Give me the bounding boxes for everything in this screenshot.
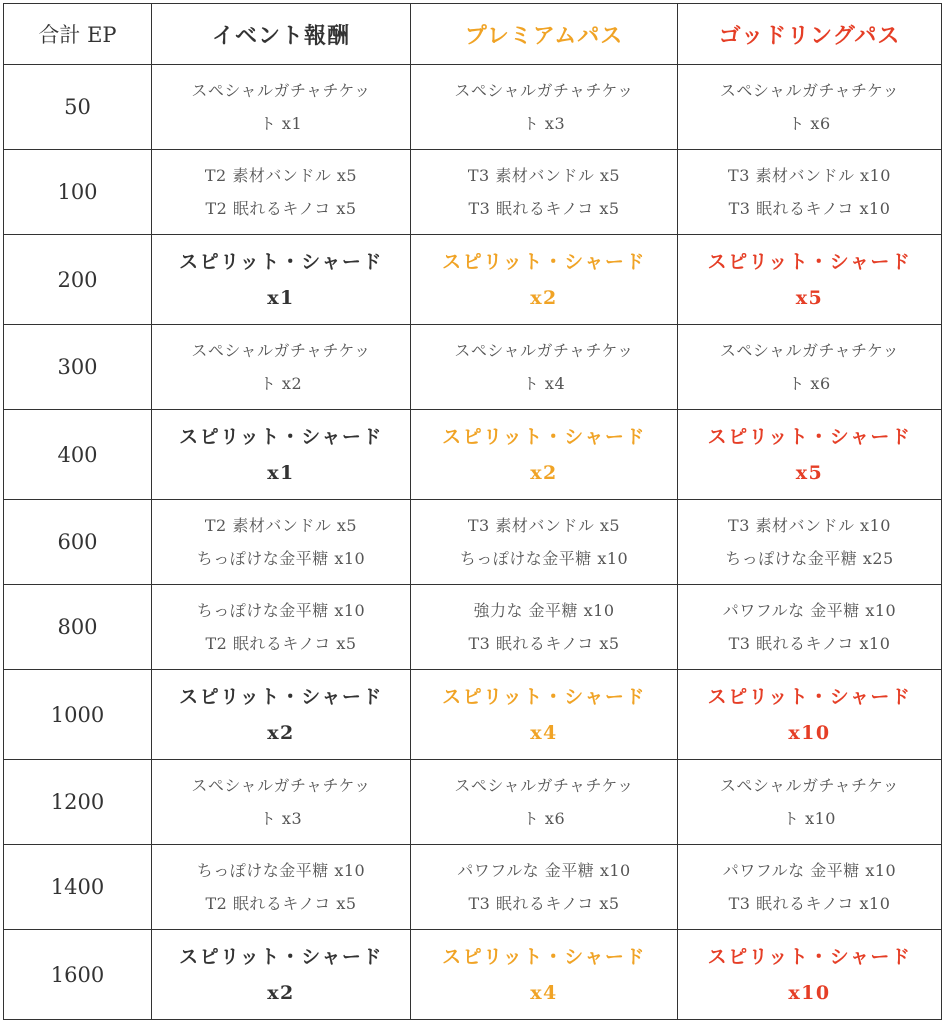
reward-line: ちっぽけな金平糖 x10 xyxy=(196,549,366,568)
reward-line: パワフルな 金平糖 x10 xyxy=(722,861,897,880)
godring-pass-cell xyxy=(678,235,942,325)
reward-line: スペシャルガチャチケッ xyxy=(191,81,371,100)
godring-pass-cell xyxy=(678,845,942,930)
table-row xyxy=(4,585,942,670)
table-body xyxy=(4,65,942,1020)
reward-line: ト x4 xyxy=(522,374,566,393)
reward-line: ちっぽけな金平糖 x25 xyxy=(725,549,894,568)
reward-line: パワフルな 金平糖 x10 xyxy=(722,601,897,620)
reward-line: T3 眠れるキノコ x10 xyxy=(728,634,891,653)
reward-line: ト x2 xyxy=(259,374,303,393)
rewards-table xyxy=(3,3,942,1020)
reward-line: x10 xyxy=(788,981,831,1004)
reward-line: x2 xyxy=(530,286,558,309)
table-row xyxy=(4,500,942,585)
reward-line: ちっぽけな金平糖 x10 xyxy=(196,861,366,880)
table-row xyxy=(4,325,942,410)
table-row xyxy=(4,235,942,325)
ep-value: 200 xyxy=(4,235,152,325)
reward-line: ト x6 xyxy=(788,374,831,393)
reward-line: x4 xyxy=(530,981,558,1004)
ep-value: 600 xyxy=(4,500,152,585)
reward-line: T3 眠れるキノコ x5 xyxy=(468,634,620,653)
premium-pass-cell xyxy=(411,930,678,1020)
table-row xyxy=(4,65,942,150)
reward-line: スペシャルガチャチケッ xyxy=(454,776,634,795)
reward-line: ちっぽけな金平糖 x10 xyxy=(459,549,629,568)
reward-line: 強力な 金平糖 x10 xyxy=(473,601,615,620)
reward-line: T2 素材バンドル x5 xyxy=(204,166,358,185)
premium-pass-cell xyxy=(411,150,678,235)
reward-line: ト x3 xyxy=(259,809,303,828)
reward-line: ト x1 xyxy=(259,114,303,133)
reward-line: スペシャルガチャチケッ xyxy=(719,81,900,100)
premium-pass-cell xyxy=(411,670,678,760)
premium-pass-cell xyxy=(411,235,678,325)
reward-line: スピリット・シャード xyxy=(707,250,912,273)
reward-line: T3 眠れるキノコ x5 xyxy=(468,894,620,913)
table-row xyxy=(4,410,942,500)
table-row xyxy=(4,930,942,1020)
table-row xyxy=(4,150,942,235)
ep-value: 1000 xyxy=(4,670,152,760)
ep-value: 1600 xyxy=(4,930,152,1020)
event-reward-cell xyxy=(152,760,411,845)
reward-line: スペシャルガチャチケッ xyxy=(454,341,634,360)
header-event-reward: イベント報酬 xyxy=(152,4,411,65)
reward-line: ちっぽけな金平糖 x10 xyxy=(196,601,366,620)
reward-line: ト x3 xyxy=(522,114,566,133)
premium-pass-cell xyxy=(411,760,678,845)
reward-line: x4 xyxy=(530,721,558,744)
ep-value: 50 xyxy=(4,65,152,150)
godring-pass-cell xyxy=(678,670,942,760)
premium-pass-cell xyxy=(411,410,678,500)
event-reward-cell xyxy=(152,410,411,500)
ep-value: 1200 xyxy=(4,760,152,845)
premium-pass-cell xyxy=(411,585,678,670)
reward-line: スピリット・シャード xyxy=(442,685,646,708)
reward-line: スペシャルガチャチケッ xyxy=(719,341,900,360)
reward-line: x1 xyxy=(267,286,295,309)
header-total-ep: 合計 EP xyxy=(4,4,152,65)
table-row xyxy=(4,845,942,930)
reward-line: パワフルな 金平糖 x10 xyxy=(457,861,631,880)
event-reward-cell xyxy=(152,325,411,410)
reward-line: T2 眠れるキノコ x5 xyxy=(205,634,357,653)
reward-line: ト x6 xyxy=(522,809,566,828)
reward-line: スピリット・シャード xyxy=(707,945,912,968)
reward-line: T3 素材バンドル x5 xyxy=(467,516,621,535)
godring-pass-cell xyxy=(678,760,942,845)
reward-line: T2 素材バンドル x5 xyxy=(204,516,358,535)
event-reward-cell xyxy=(152,65,411,150)
ep-value: 100 xyxy=(4,150,152,235)
event-reward-cell xyxy=(152,670,411,760)
reward-line: スペシャルガチャチケッ xyxy=(719,776,900,795)
reward-line: T2 眠れるキノコ x5 xyxy=(205,199,357,218)
godring-pass-cell xyxy=(678,410,942,500)
reward-line: x2 xyxy=(267,721,295,744)
reward-line: スペシャルガチャチケッ xyxy=(191,341,371,360)
reward-line: スピリット・シャード xyxy=(179,945,383,968)
event-reward-cell xyxy=(152,845,411,930)
reward-line: スピリット・シャード xyxy=(442,425,646,448)
premium-pass-cell xyxy=(411,500,678,585)
reward-line: T3 眠れるキノコ x10 xyxy=(728,894,891,913)
event-reward-cell xyxy=(152,235,411,325)
event-reward-cell xyxy=(152,150,411,235)
reward-line: スペシャルガチャチケッ xyxy=(191,776,371,795)
event-reward-cell xyxy=(152,930,411,1020)
reward-line: T3 素材バンドル x5 xyxy=(467,166,621,185)
event-reward-cell xyxy=(152,585,411,670)
godring-pass-cell xyxy=(678,150,942,235)
reward-line: ト x10 xyxy=(783,809,836,828)
reward-line: x2 xyxy=(267,981,295,1004)
reward-line: スピリット・シャード xyxy=(179,250,383,273)
reward-line: T3 眠れるキノコ x10 xyxy=(728,199,891,218)
ep-value: 400 xyxy=(4,410,152,500)
header-godring-pass: ゴッドリングパス xyxy=(678,4,942,65)
ep-value: 1400 xyxy=(4,845,152,930)
reward-line: スピリット・シャード xyxy=(442,945,646,968)
reward-line: T3 素材バンドル x10 xyxy=(728,166,891,185)
godring-pass-cell xyxy=(678,65,942,150)
reward-line: ト x6 xyxy=(788,114,831,133)
reward-line: x2 xyxy=(530,461,558,484)
reward-line: スピリット・シャード xyxy=(707,425,912,448)
reward-line: スピリット・シャード xyxy=(707,685,912,708)
godring-pass-cell xyxy=(678,325,942,410)
reward-line: x5 xyxy=(795,461,824,484)
reward-line: スペシャルガチャチケッ xyxy=(454,81,634,100)
godring-pass-cell xyxy=(678,500,942,585)
table-row xyxy=(4,760,942,845)
ep-value: 300 xyxy=(4,325,152,410)
godring-pass-cell xyxy=(678,585,942,670)
reward-line: スピリット・シャード xyxy=(179,425,383,448)
premium-pass-cell xyxy=(411,65,678,150)
reward-line: スピリット・シャード xyxy=(179,685,383,708)
reward-line: x5 xyxy=(795,286,824,309)
header-row xyxy=(4,4,942,65)
reward-line: T3 素材バンドル x10 xyxy=(728,516,891,535)
premium-pass-cell xyxy=(411,325,678,410)
ep-value: 800 xyxy=(4,585,152,670)
reward-line: スピリット・シャード xyxy=(442,250,646,273)
reward-line: T3 眠れるキノコ x5 xyxy=(468,199,620,218)
premium-pass-cell xyxy=(411,845,678,930)
event-reward-cell xyxy=(152,500,411,585)
reward-line: T2 眠れるキノコ x5 xyxy=(205,894,357,913)
godring-pass-cell xyxy=(678,930,942,1020)
table-row xyxy=(4,670,942,760)
header-premium-pass: プレミアムパス xyxy=(411,4,678,65)
reward-line: x1 xyxy=(267,461,295,484)
reward-line: x10 xyxy=(788,721,831,744)
